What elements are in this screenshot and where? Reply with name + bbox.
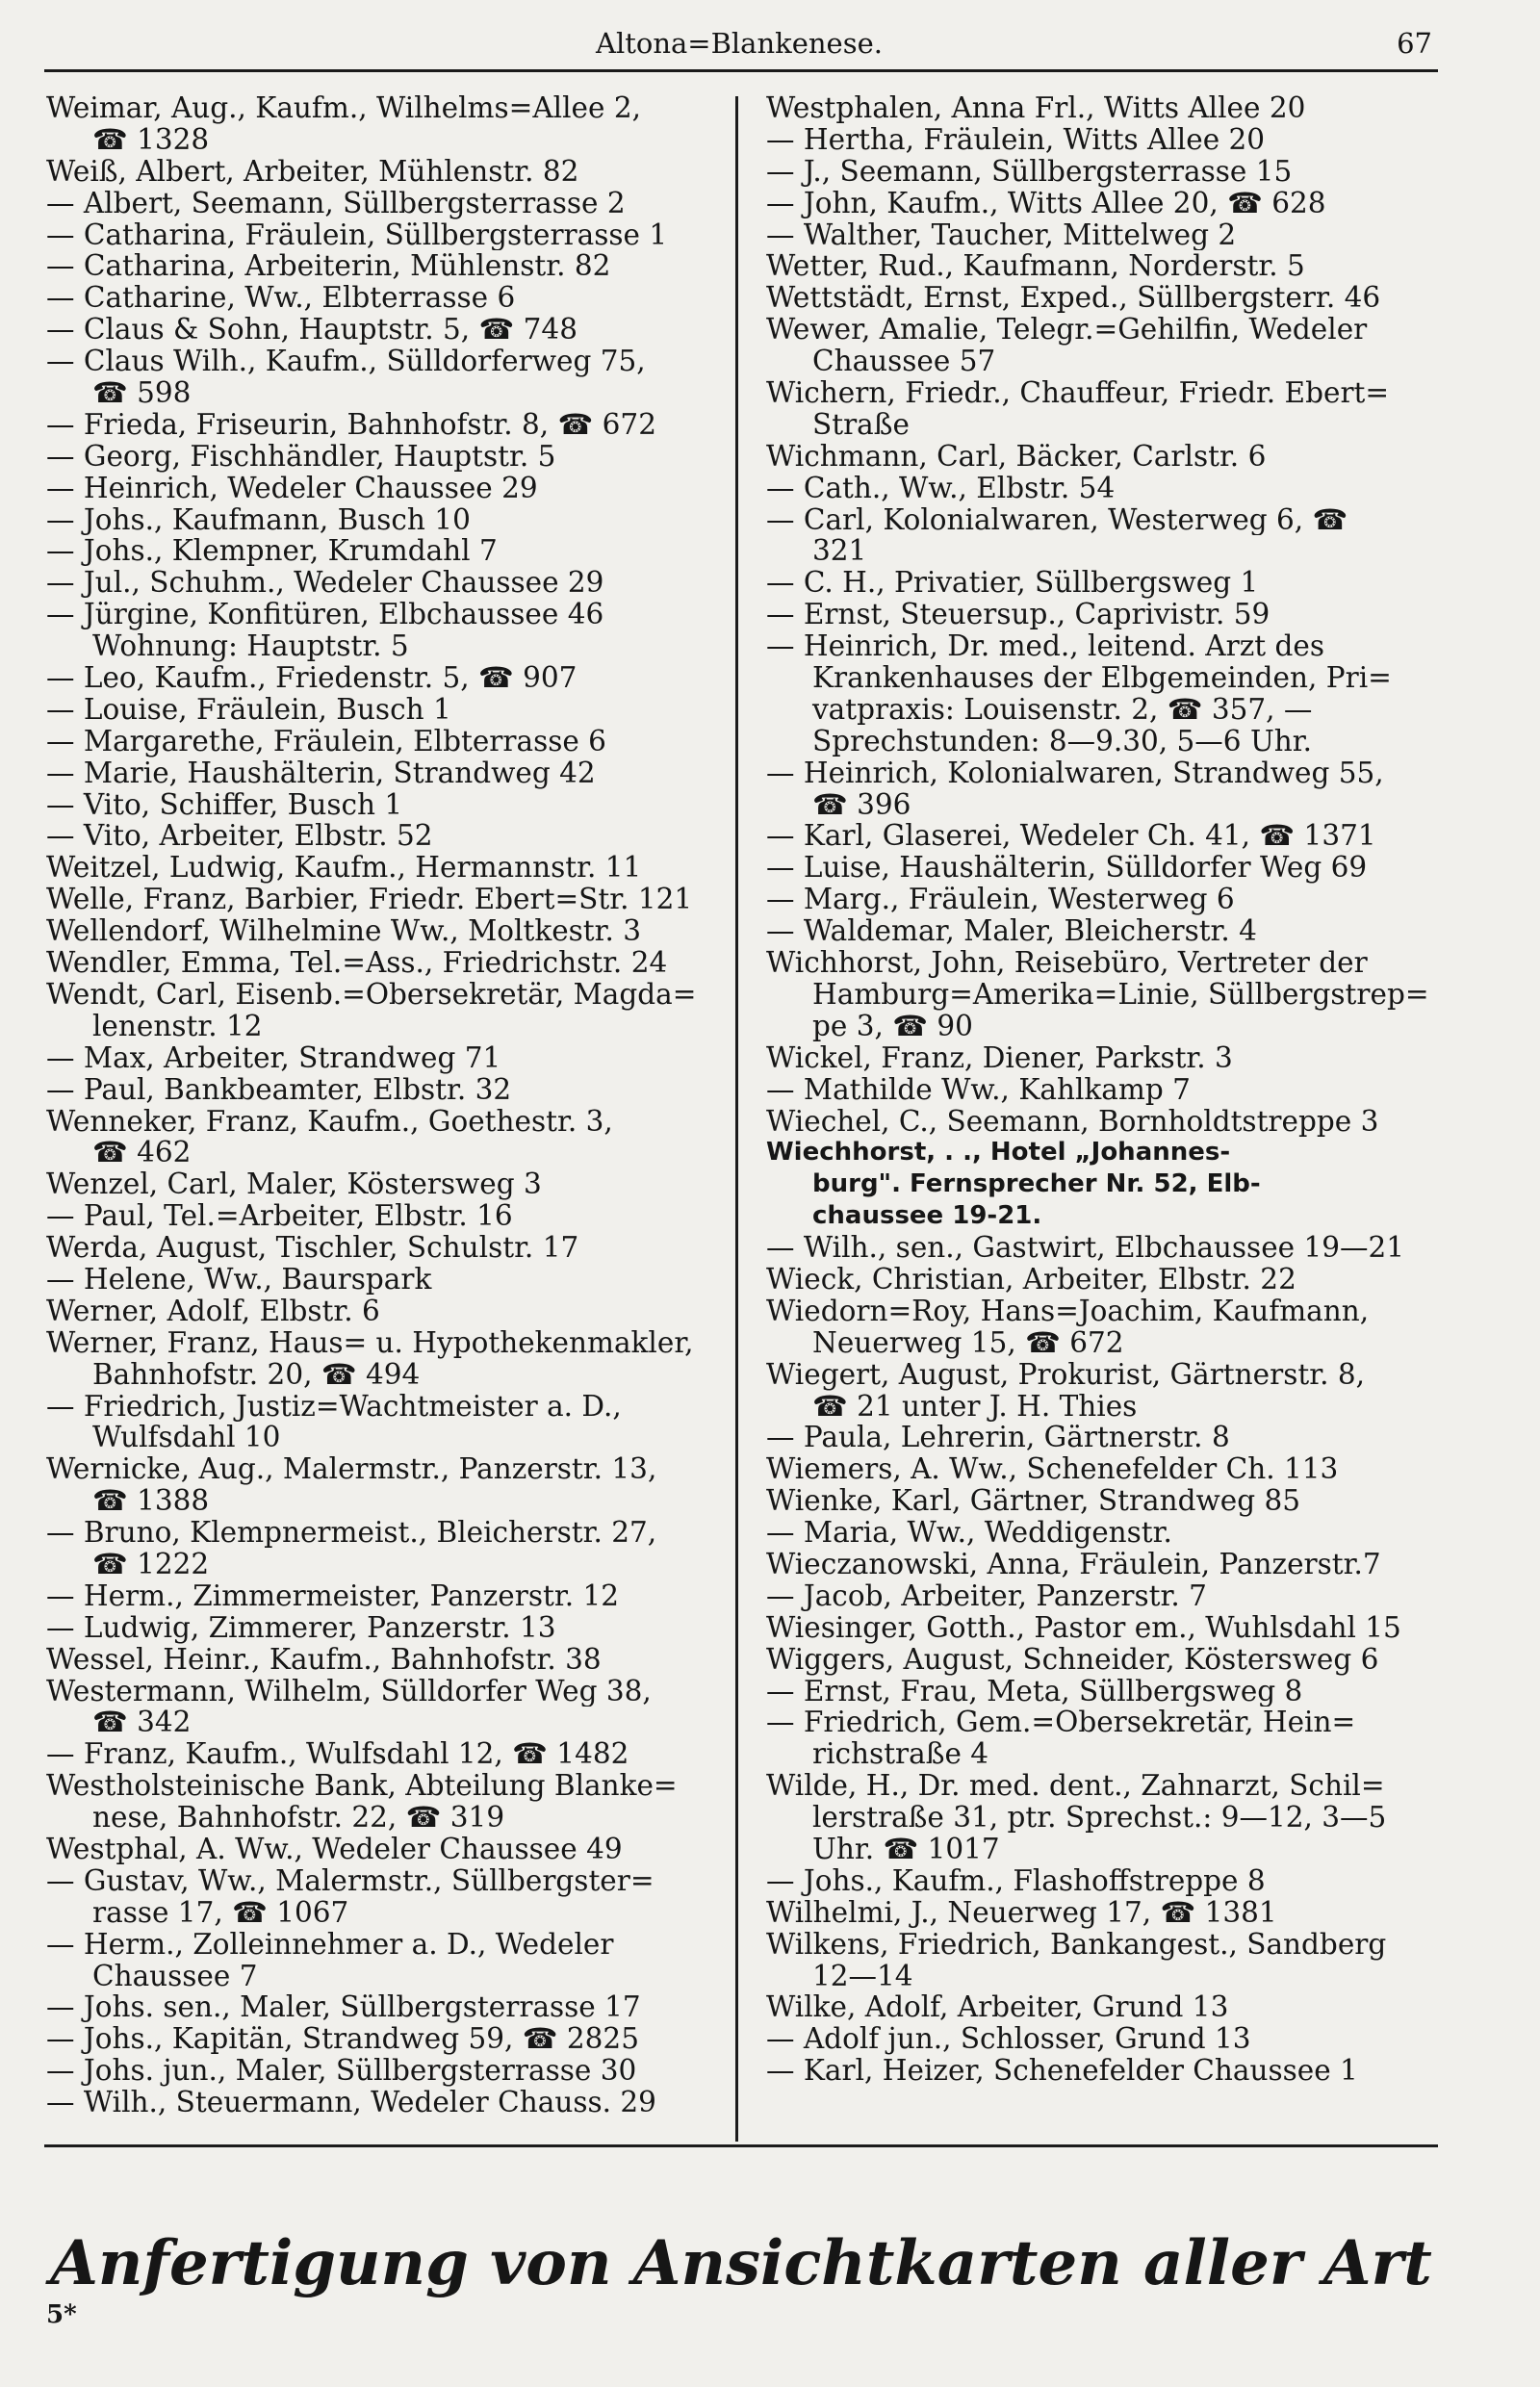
directory-entry-line: — Friedrich, Gem.=Obersekretär, Hein= bbox=[766, 1707, 1356, 1739]
directory-entry-line: Wilde, H., Dr. med. dent., Zahnarzt, Schil= bbox=[766, 1770, 1385, 1803]
directory-entry-line: Bahnhofstr. 20, ☎ 494 bbox=[92, 1358, 421, 1391]
directory-entry-line: — Margarethe, Fräulein, Elbterrasse 6 bbox=[46, 725, 606, 757]
directory-entry-line: — Mathilde Ww., Kahlkamp 7 bbox=[766, 1073, 1191, 1106]
directory-entry-line: — J., Seemann, Süllbergsterrasse 15 bbox=[766, 155, 1293, 188]
directory-entry-line: — Ernst, Steuersup., Caprivistr. 59 bbox=[766, 599, 1270, 631]
directory-entry-line: Westphal, A. Ww., Wedeler Chaussee 49 bbox=[46, 1833, 623, 1865]
directory-entry-line: — Johs., Kapitän, Strandweg 59, ☎ 2825 bbox=[46, 2023, 639, 2056]
directory-entry-line: burg". Fernsprecher Nr. 52, Elb- bbox=[812, 1169, 1261, 1199]
directory-entry-line: Wilke, Adolf, Arbeiter, Grund 13 bbox=[766, 1991, 1229, 2024]
directory-entry-line: Wiemers, A. Ww., Schenefelder Ch. 113 bbox=[766, 1453, 1339, 1486]
directory-entry-line: Wichmann, Carl, Bäcker, Carlstr. 6 bbox=[766, 440, 1267, 473]
directory-entry-line: ☎ 342 bbox=[92, 1707, 192, 1739]
directory-entry-line: — Marg., Fräulein, Westerweg 6 bbox=[766, 884, 1235, 916]
directory-entry-line: Wulfsdahl 10 bbox=[92, 1422, 281, 1454]
directory-entry-line: Werda, August, Tischler, Schulstr. 17 bbox=[46, 1232, 579, 1264]
directory-entry-line: — Vito, Schiffer, Busch 1 bbox=[46, 788, 403, 821]
directory-entry-line: chaussee 19-21. bbox=[812, 1201, 1042, 1231]
directory-entry-line: Chaussee 7 bbox=[92, 1960, 258, 1992]
directory-entry-line: Wilkens, Friedrich, Bankangest., Sandberg bbox=[766, 1928, 1387, 1961]
directory-entry-line: — Heinrich, Dr. med., leitend. Arzt des bbox=[766, 630, 1324, 663]
directory-entry-line: — Gustav, Ww., Malermstr., Süllbergster= bbox=[46, 1864, 654, 1897]
directory-entry-line: — Wilh., Steuermann, Wedeler Chauss. 29 bbox=[46, 2087, 656, 2118]
directory-entry-line: — Jürgine, Konfitüren, Elbchaussee 46 bbox=[46, 599, 604, 631]
directory-entry-line: Krankenhauses der Elbgemeinden, Pri= bbox=[812, 662, 1392, 694]
directory-entry-line: 321 bbox=[812, 535, 867, 568]
directory-entry-line: ☎ 1328 bbox=[92, 123, 210, 156]
directory-entry-line: vatpraxis: Louisenstr. 2, ☎ 357, — bbox=[812, 693, 1313, 726]
directory-entry-line: — Heinrich, Kolonialwaren, Strandweg 55, bbox=[766, 757, 1384, 789]
directory-entry-line: Westermann, Wilhelm, Sülldorfer Weg 38, bbox=[46, 1675, 652, 1707]
directory-entry-line: ☎ 21 unter J. H. Thies bbox=[812, 1390, 1138, 1423]
advertisement-banner: Anfertigung von Ansichtkarten aller Art bbox=[50, 2227, 1432, 2299]
directory-entry-line: Westphalen, Anna Frl., Witts Allee 20 bbox=[766, 92, 1306, 124]
directory-entry-line: rasse 17, ☎ 1067 bbox=[92, 1896, 349, 1929]
directory-entry-line: Werner, Franz, Haus= u. Hypothekenmakler, bbox=[46, 1326, 694, 1359]
directory-entry-line: Wettstädt, Ernst, Exped., Süllbergsterr. 46 bbox=[766, 282, 1381, 315]
directory-entry-line: Westholsteinische Bank, Abteilung Blanke= bbox=[46, 1770, 678, 1803]
right-column bbox=[766, 92, 1438, 2087]
directory-entry-line: — Herm., Zolleinnehmer a. D., Wedeler bbox=[46, 1928, 614, 1961]
directory-entry-line: — Luise, Haushälterin, Sülldorfer Weg 69 bbox=[766, 852, 1368, 885]
directory-entry-line: lerstraße 31, ptr. Sprechst.: 9—12, 3—5 bbox=[812, 1802, 1387, 1834]
directory-entry-line: ☎ 462 bbox=[92, 1137, 192, 1169]
directory-entry-line: Wernicke, Aug., Malermstr., Panzerstr. 13, bbox=[46, 1453, 657, 1486]
directory-entry-line: — Karl, Heizer, Schenefelder Chaussee 1 bbox=[766, 2055, 1358, 2088]
directory-entry-line: — John, Kaufm., Witts Allee 20, ☎ 628 bbox=[766, 187, 1326, 219]
directory-entry-line: — Johs., Klempner, Krumdahl 7 bbox=[46, 535, 498, 568]
directory-entry-line: Wiegert, August, Prokurist, Gärtnerstr. 8, bbox=[766, 1358, 1365, 1391]
directory-entry-line: Wieczanowski, Anna, Fräulein, Panzerstr.7 bbox=[766, 1548, 1381, 1580]
directory-entry-line: Wendler, Emma, Tel.=Ass., Friedrichstr. 24 bbox=[46, 947, 668, 979]
page-title: Altona=Blankenese. bbox=[596, 27, 883, 60]
directory-entry-line: lenenstr. 12 bbox=[92, 1010, 263, 1042]
directory-entry-line: — Max, Arbeiter, Strandweg 71 bbox=[46, 1041, 501, 1074]
signature-mark: 5* bbox=[46, 2300, 77, 2329]
directory-entry-line: ☎ 1388 bbox=[92, 1485, 210, 1518]
directory-entry-line: — Ludwig, Zimmerer, Panzerstr. 13 bbox=[46, 1611, 556, 1644]
directory-entry-line: — Maria, Ww., Weddigenstr. bbox=[766, 1517, 1172, 1549]
directory-entry-line: Wenzel, Carl, Maler, Köstersweg 3 bbox=[46, 1168, 542, 1201]
directory-entry-line: — Walther, Taucher, Mittelweg 2 bbox=[766, 218, 1237, 251]
directory-entry-line: pe 3, ☎ 90 bbox=[812, 1010, 973, 1042]
directory-entry-line: — Herm., Zimmermeister, Panzerstr. 12 bbox=[46, 1579, 619, 1612]
directory-entry-line: Uhr. ☎ 1017 bbox=[812, 1833, 1000, 1865]
directory-entry-line: 12—14 bbox=[812, 1960, 913, 1992]
left-column bbox=[46, 92, 722, 2118]
directory-entry-line: — Wilh., sen., Gastwirt, Elbchaussee 19—21 bbox=[766, 1232, 1405, 1264]
column-divider bbox=[735, 96, 738, 2142]
directory-entry-line: Weitzel, Ludwig, Kaufm., Hermannstr. 11 bbox=[46, 852, 642, 885]
directory-entry-line: ☎ 1222 bbox=[92, 1548, 210, 1580]
directory-entry-line: — Johs., Kaufmann, Busch 10 bbox=[46, 503, 471, 536]
directory-entry-line: — Johs. sen., Maler, Süllbergsterrasse 17 bbox=[46, 1991, 641, 2024]
directory-entry-line: Wieck, Christian, Arbeiter, Elbstr. 22 bbox=[766, 1263, 1296, 1296]
directory-entry-line: ☎ 396 bbox=[812, 788, 911, 821]
directory-entry-line: Wellendorf, Wilhelmine Ww., Moltkestr. 3 bbox=[46, 915, 642, 948]
directory-entry-line: — Johs. jun., Maler, Süllbergsterrasse 30 bbox=[46, 2055, 637, 2088]
directory-entry-line: — Heinrich, Wedeler Chaussee 29 bbox=[46, 472, 538, 504]
directory-entry-line: Wohnung: Hauptstr. 5 bbox=[92, 630, 409, 663]
directory-entry-line: — Johs., Kaufm., Flashoffstreppe 8 bbox=[766, 1864, 1266, 1897]
directory-entry-line: — Paul, Tel.=Arbeiter, Elbstr. 16 bbox=[46, 1200, 513, 1233]
directory-entry-line: Hamburg=Amerika=Linie, Süllbergstrep= bbox=[812, 978, 1429, 1011]
directory-entry-line: ☎ 598 bbox=[92, 377, 192, 409]
footer-rule bbox=[44, 2144, 1438, 2147]
directory-entry-line: Wiesinger, Gotth., Pastor em., Wuhlsdahl 15 bbox=[766, 1611, 1401, 1644]
directory-entry-line: Wenneker, Franz, Kaufm., Goethestr. 3, bbox=[46, 1105, 613, 1138]
page-number: 67 bbox=[1397, 27, 1432, 60]
directory-entry-line: — Adolf jun., Schlosser, Grund 13 bbox=[766, 2023, 1251, 2056]
directory-entry-line: — Frieda, Friseurin, Bahnhofstr. 8, ☎ 672 bbox=[46, 408, 656, 441]
directory-entry-line: — Bruno, Klempnermeist., Bleicherstr. 27, bbox=[46, 1517, 657, 1549]
directory-entry-line: — Friedrich, Justiz=Wachtmeister a. D., bbox=[46, 1390, 622, 1423]
directory-entry-line: Chaussee 57 bbox=[812, 346, 996, 378]
directory-entry-line: — Carl, Kolonialwaren, Westerweg 6, ☎ bbox=[766, 503, 1348, 536]
header-rule bbox=[44, 69, 1438, 72]
directory-entry-line: — Leo, Kaufm., Friedenstr. 5, ☎ 907 bbox=[46, 662, 578, 694]
directory-entry-line: Straße bbox=[812, 408, 910, 441]
directory-entry-line: — Paula, Lehrerin, Gärtnerstr. 8 bbox=[766, 1422, 1230, 1454]
directory-entry-line: — Albert, Seemann, Süllbergsterrasse 2 bbox=[46, 187, 626, 219]
directory-entry-line: — Louise, Fräulein, Busch 1 bbox=[46, 693, 451, 726]
directory-entry-line: — Catharina, Fräulein, Süllbergsterrasse 1 bbox=[46, 218, 668, 251]
directory-entry-line: — Vito, Arbeiter, Elbstr. 52 bbox=[46, 820, 433, 853]
directory-entry-line: — Claus Wilh., Kaufm., Sülldorferweg 75, bbox=[46, 346, 646, 378]
directory-entry-line: — Marie, Haushälterin, Strandweg 42 bbox=[46, 757, 596, 789]
directory-entry-line: — Jul., Schuhm., Wedeler Chaussee 29 bbox=[46, 567, 604, 600]
directory-entry-line: Welle, Franz, Barbier, Friedr. Ebert=Str. 121 bbox=[46, 884, 693, 916]
directory-entry-line: Wessel, Heinr., Kaufm., Bahnhofstr. 38 bbox=[46, 1643, 602, 1676]
directory-entry-line: — Franz, Kaufm., Wulfsdahl 12, ☎ 1482 bbox=[46, 1738, 629, 1771]
directory-entry-line: — Karl, Glaserei, Wedeler Ch. 41, ☎ 1371 bbox=[766, 820, 1376, 853]
directory-entry-line: Werner, Adolf, Elbstr. 6 bbox=[46, 1295, 380, 1327]
directory-entry-line: Neuerweg 15, ☎ 672 bbox=[812, 1326, 1124, 1359]
directory-entry-line: — Cath., Ww., Elbstr. 54 bbox=[766, 472, 1116, 504]
directory-entry-line: Wewer, Amalie, Telegr.=Gehilfin, Wedeler bbox=[766, 314, 1368, 346]
directory-entry-line: — C. H., Privatier, Süllbergsweg 1 bbox=[766, 567, 1259, 600]
directory-entry-line: Weimar, Aug., Kaufm., Wilhelms=Allee 2, bbox=[46, 92, 641, 124]
directory-entry-line: — Helene, Ww., Baurspark bbox=[46, 1263, 432, 1296]
directory-entry-line: — Catharina, Arbeiterin, Mühlenstr. 82 bbox=[46, 250, 611, 283]
directory-entry-line: — Hertha, Fräulein, Witts Allee 20 bbox=[766, 123, 1266, 156]
directory-entry-line: Wendt, Carl, Eisenb.=Obersekretär, Magda= bbox=[46, 978, 697, 1011]
directory-entry-line: — Georg, Fischhändler, Hauptstr. 5 bbox=[46, 440, 556, 473]
directory-entry-line: — Catharine, Ww., Elbterrasse 6 bbox=[46, 282, 516, 315]
directory-entry-line: Wickel, Franz, Diener, Parkstr. 3 bbox=[766, 1041, 1233, 1074]
directory-entry-line: Wichern, Friedr., Chauffeur, Friedr. Ebert= bbox=[766, 377, 1390, 409]
directory-entry-line: Wiechhorst, . ., Hotel „Johannes- bbox=[766, 1138, 1231, 1168]
directory-entry-line: Wiechel, C., Seemann, Bornholdtstreppe 3 bbox=[766, 1105, 1379, 1138]
directory-entry-line: — Paul, Bankbeamter, Elbstr. 32 bbox=[46, 1073, 512, 1106]
page-header bbox=[46, 27, 1432, 69]
directory-entry-line: Sprechstunden: 8—9.30, 5—6 Uhr. bbox=[812, 725, 1313, 757]
directory-entry-line: Wichhorst, John, Reisebüro, Vertreter der bbox=[766, 947, 1368, 979]
directory-entry-line: — Claus & Sohn, Hauptstr. 5, ☎ 748 bbox=[46, 314, 578, 346]
directory-entry-line: Wetter, Rud., Kaufmann, Norderstr. 5 bbox=[766, 250, 1305, 283]
directory-entry-line: Wiedorn=Roy, Hans=Joachim, Kaufmann, bbox=[766, 1295, 1370, 1327]
directory-entry-line: — Jacob, Arbeiter, Panzerstr. 7 bbox=[766, 1579, 1207, 1612]
directory-entry-line: — Ernst, Frau, Meta, Süllbergsweg 8 bbox=[766, 1675, 1303, 1707]
directory-entry-line: Weiß, Albert, Arbeiter, Mühlenstr. 82 bbox=[46, 155, 579, 188]
directory-entry-line: — Waldemar, Maler, Bleicherstr. 4 bbox=[766, 915, 1257, 948]
directory-entry-line: Wienke, Karl, Gärtner, Strandweg 85 bbox=[766, 1485, 1301, 1518]
directory-entry-line: Wiggers, August, Schneider, Köstersweg 6 bbox=[766, 1643, 1379, 1676]
directory-entry-line: Wilhelmi, J., Neuerweg 17, ☎ 1381 bbox=[766, 1896, 1277, 1929]
directory-entry-line: richstraße 4 bbox=[812, 1738, 989, 1771]
directory-entry-line: nese, Bahnhofstr. 22, ☎ 319 bbox=[92, 1802, 505, 1834]
